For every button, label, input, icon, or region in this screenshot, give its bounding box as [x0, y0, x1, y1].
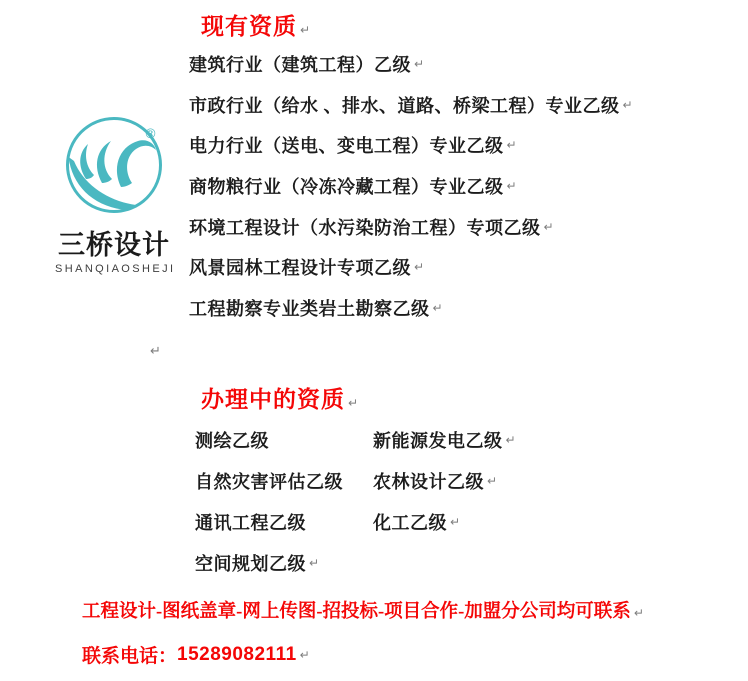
- paragraph-mark-icon: ↵: [622, 97, 633, 112]
- qualification-item: [189, 85, 633, 126]
- company-logo: [55, 115, 176, 275]
- phone-label: 联系电话：: [82, 646, 178, 667]
- current-qualifications-list: [189, 44, 633, 328]
- qualification-item: [189, 206, 633, 247]
- footer-contact-line: [82, 641, 310, 668]
- pending-cell-left: [195, 509, 373, 535]
- qualification-text: 风景园林工程设计专项乙级: [189, 258, 411, 279]
- qualification-text: 商物粮行业（冷冻冷藏工程）专业乙级: [189, 177, 504, 198]
- qualification-text: 空间规划乙级: [195, 553, 306, 574]
- section-title-pending-text: 办理中的资质: [201, 387, 345, 412]
- section-title-current: [201, 8, 310, 41]
- qualification-text: 测绘乙级: [195, 431, 269, 452]
- paragraph-mark-icon: ↵: [505, 433, 516, 448]
- paragraph-mark-icon: ↵: [300, 23, 311, 37]
- qualification-text: 新能源发电乙级: [373, 431, 503, 452]
- paragraph-mark-icon: ↵: [150, 344, 161, 359]
- qualification-text: 工程勘察专业类岩土勘察乙级: [189, 298, 430, 319]
- qualification-text: 市政行业（给水 、排水、道路、桥梁工程）专业乙级: [189, 95, 620, 116]
- pending-qualifications-list: [195, 420, 516, 583]
- paragraph-mark-icon: ↵: [487, 474, 498, 489]
- paragraph-mark-icon: ↵: [450, 514, 461, 529]
- paragraph-mark-icon: ↵: [543, 219, 554, 234]
- footer-services-text: 工程设计-图纸盖章-网上传图-招投标-项目合作-加盟分公司均可联系: [82, 602, 631, 622]
- paragraph-mark-icon: ↵: [414, 260, 425, 275]
- qualification-item: [189, 288, 633, 329]
- qualification-text: 环境工程设计（水污染防治工程）专项乙级: [189, 217, 541, 238]
- pending-row: [195, 542, 516, 583]
- paragraph-mark-icon: ↵: [506, 138, 517, 153]
- qualification-text: 自然灾害评估乙级: [195, 472, 343, 493]
- qualification-item: [189, 166, 633, 207]
- qualification-item: [189, 44, 633, 85]
- logo-wave-icon: [64, 115, 164, 215]
- pending-cell-right: [373, 468, 497, 494]
- pending-row: [195, 502, 516, 543]
- paragraph-mark-icon: ↵: [348, 396, 359, 410]
- qualification-text: 化工乙级: [373, 512, 447, 533]
- section-title-current-text: 现有资质: [201, 14, 297, 39]
- qualification-text: 电力行业（送电、变电工程）专业乙级: [189, 136, 504, 157]
- qualification-text: 建筑行业（建筑工程）乙级: [189, 55, 411, 76]
- section-title-pending: [201, 381, 358, 414]
- company-name: 三桥设计: [58, 230, 170, 260]
- pending-cell-right: [373, 509, 460, 535]
- paragraph-mark-icon: ↵: [299, 647, 310, 662]
- paragraph-mark-icon: ↵: [633, 606, 644, 620]
- phone-number: 15289082111: [177, 643, 297, 665]
- pending-cell-right: [373, 427, 516, 453]
- paragraph-mark-icon: ↵: [309, 555, 320, 570]
- pending-cell-left: [195, 468, 373, 494]
- paragraph-mark-icon: ↵: [432, 300, 443, 315]
- qualification-text: 通讯工程乙级: [195, 512, 306, 533]
- pending-row: [195, 461, 516, 502]
- company-name-latin: SHANQIAOSHEJI: [55, 263, 176, 275]
- registered-trademark-icon: ®: [144, 127, 157, 142]
- pending-row: [195, 420, 516, 461]
- paragraph-mark-icon: ↵: [414, 57, 425, 72]
- qualification-item: [189, 125, 633, 166]
- footer-services-line: [82, 597, 644, 623]
- pending-cell-left: [195, 427, 373, 453]
- qualification-item: [189, 247, 633, 288]
- pending-cell-left: [195, 550, 373, 576]
- qualification-text: 农林设计乙级: [373, 472, 484, 493]
- paragraph-mark-icon: ↵: [506, 179, 517, 194]
